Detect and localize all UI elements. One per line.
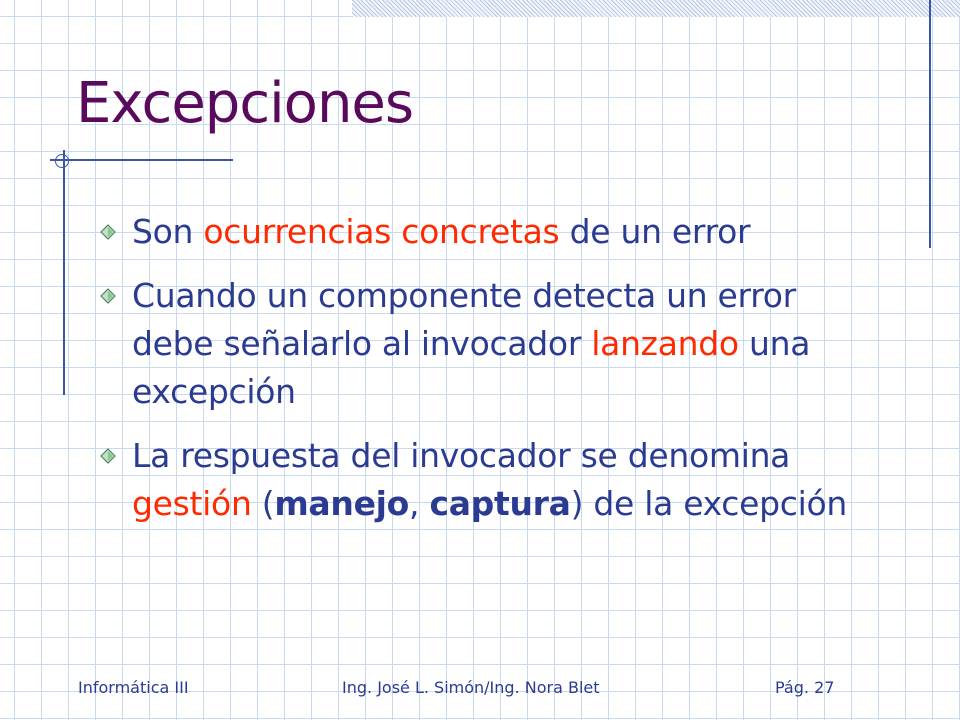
bullet-list	[100, 208, 880, 544]
footer-course: Informática III	[78, 678, 189, 697]
bullet-highlight: ocurrencias concretas	[203, 212, 560, 251]
bullet-text: Son	[132, 212, 204, 251]
vertical-rule-right	[929, 0, 931, 248]
bullet-text: Cuando un componente detecta un error debe señalarlo al invocador	[132, 276, 796, 363]
diamond-bullet-icon	[100, 448, 116, 464]
footer-authors: Ing. José L. Simón/Ing. Nora Blet	[342, 678, 600, 697]
list-item	[100, 432, 880, 528]
footer-page-number: Pág. 27	[775, 678, 835, 697]
vertical-rule-left	[63, 150, 65, 395]
title-underline	[50, 159, 233, 161]
list-item	[100, 208, 880, 256]
bullet-text: La respuesta del invocador se denomina	[132, 436, 791, 475]
hatched-banner	[352, 0, 960, 17]
list-item	[100, 272, 880, 416]
bullet-text: de un error	[559, 212, 751, 251]
diamond-bullet-icon	[100, 224, 116, 240]
bullet-highlight: gestión	[132, 484, 252, 523]
bullet-text: una excepción	[132, 324, 811, 411]
bullet-text: ) de la excepción	[570, 484, 847, 523]
bullet-bold: manejo	[274, 484, 410, 523]
bullet-text: ,	[409, 484, 430, 523]
bullet-highlight: lanzando	[591, 324, 739, 363]
circle-ornament-icon	[55, 154, 69, 168]
page-title: Excepciones	[76, 71, 414, 136]
bullet-text: (	[251, 484, 275, 523]
bullet-bold: captura	[429, 484, 571, 523]
diamond-bullet-icon	[100, 288, 116, 304]
